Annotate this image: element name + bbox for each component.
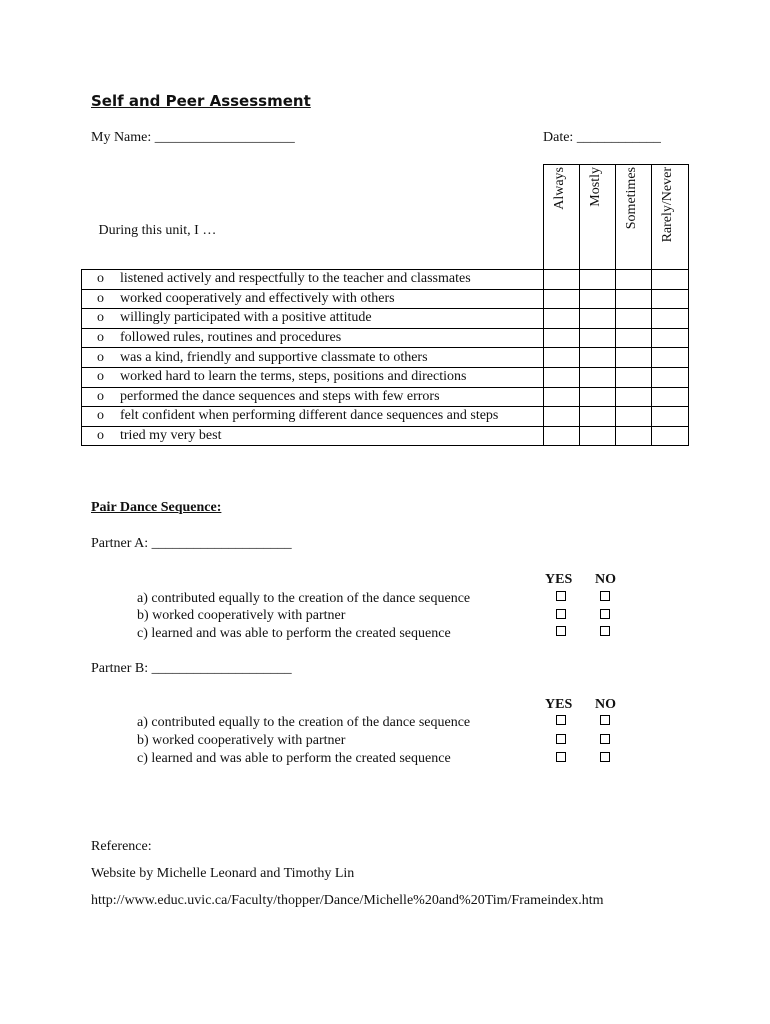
item-text: tried my very best	[120, 428, 222, 444]
partner-a-no-checkbox-a[interactable]	[600, 591, 610, 601]
bullet-icon: o	[97, 388, 104, 404]
table-row	[82, 309, 689, 329]
table-row	[82, 348, 689, 368]
col-rarely-never	[652, 165, 689, 270]
col-label-sometimes: Sometimes	[623, 167, 639, 230]
col-label-mostly: Mostly	[587, 167, 603, 207]
rating-cell-mostly[interactable]	[580, 309, 616, 329]
bullet-icon: o	[97, 349, 104, 365]
rating-cell-always[interactable]	[544, 348, 580, 368]
table-header-row	[82, 165, 689, 270]
rating-cell-sometimes[interactable]	[616, 387, 652, 407]
partner-b-yes-header: YES	[545, 697, 573, 712]
item-cell	[82, 367, 544, 387]
rating-cell-mostly[interactable]	[580, 426, 616, 446]
partner-b-no-checkbox-b[interactable]	[600, 734, 610, 744]
rating-cell-rarely-never[interactable]	[652, 270, 689, 290]
partner-a-no-checkbox-b[interactable]	[600, 609, 610, 619]
item-text: was a kind, friendly and supportive classmate to others	[120, 349, 428, 365]
item-text: felt confident when performing different dance sequences and steps	[120, 408, 499, 424]
rating-cell-sometimes[interactable]	[616, 270, 652, 290]
table-row	[82, 270, 689, 290]
rating-cell-rarely-never[interactable]	[652, 367, 689, 387]
rating-cell-rarely-never[interactable]	[652, 407, 689, 427]
item-cell	[82, 407, 544, 427]
col-always	[544, 165, 580, 270]
item-text: worked cooperatively and effectively with others	[120, 290, 395, 306]
table-row	[82, 289, 689, 309]
partner-b-no-checkbox-c[interactable]	[600, 752, 610, 762]
rating-cell-mostly[interactable]	[580, 270, 616, 290]
list-item	[82, 368, 543, 386]
list-item	[82, 388, 543, 406]
item-cell	[82, 270, 544, 290]
table-row	[82, 367, 689, 387]
rating-cell-always[interactable]	[544, 367, 580, 387]
rating-cell-always[interactable]	[544, 309, 580, 329]
item-text: performed the dance sequences and steps with few errors	[120, 388, 440, 404]
item-text: followed rules, routines and procedures	[120, 330, 342, 346]
reference-authors: Website by Michelle Leonard and Timothy Lin	[91, 866, 355, 881]
rating-cell-sometimes[interactable]	[616, 407, 652, 427]
reference-url[interactable]: http://www.educ.uvic.ca/Faculty/thopper/Dance/Michelle%20and%20Tim/Frameindex.htm	[91, 893, 604, 908]
rating-cell-mostly[interactable]	[580, 387, 616, 407]
table-row	[82, 426, 689, 446]
partner-b-yes-checkbox-b[interactable]	[556, 734, 566, 744]
bullet-icon: o	[97, 428, 104, 444]
item-cell	[82, 309, 544, 329]
rating-cell-rarely-never[interactable]	[652, 426, 689, 446]
item-cell	[82, 348, 544, 368]
list-item	[82, 309, 543, 327]
rating-cell-rarely-never[interactable]	[652, 309, 689, 329]
table-row	[82, 328, 689, 348]
partner-b-criterion-b: b) worked cooperatively with partner	[137, 733, 346, 748]
list-item	[82, 290, 543, 308]
item-text: willingly participated with a positive attitude	[120, 310, 372, 326]
intro-text: During this unit, I …	[98, 223, 217, 238]
rating-cell-sometimes[interactable]	[616, 426, 652, 446]
bullet-icon: o	[97, 310, 104, 326]
rating-cell-sometimes[interactable]	[616, 289, 652, 309]
rating-cell-always[interactable]	[544, 426, 580, 446]
name-field[interactable]: My Name: ____________________	[91, 130, 295, 145]
intro-cell	[82, 165, 544, 270]
bullet-icon: o	[97, 330, 104, 346]
item-cell	[82, 289, 544, 309]
page-title: Self and Peer Assessment	[91, 92, 311, 110]
rating-cell-sometimes[interactable]	[616, 367, 652, 387]
partner-a-no-header: NO	[595, 572, 616, 587]
table-row	[82, 387, 689, 407]
col-mostly	[580, 165, 616, 270]
partner-a-criterion-c: c) learned and was able to perform the created sequence	[137, 626, 451, 641]
partner-b-criterion-c: c) learned and was able to perform the created sequence	[137, 751, 451, 766]
partner-a-yes-checkbox-a[interactable]	[556, 591, 566, 601]
rating-cell-mostly[interactable]	[580, 348, 616, 368]
rating-cell-always[interactable]	[544, 328, 580, 348]
list-item	[82, 407, 543, 425]
partner-b-no-checkbox-a[interactable]	[600, 715, 610, 725]
rating-cell-sometimes[interactable]	[616, 348, 652, 368]
rating-cell-always[interactable]	[544, 387, 580, 407]
rating-cell-always[interactable]	[544, 270, 580, 290]
bullet-icon: o	[97, 408, 104, 424]
rating-cell-mostly[interactable]	[580, 289, 616, 309]
rating-cell-always[interactable]	[544, 407, 580, 427]
reference-label: Reference:	[91, 839, 152, 854]
rating-cell-sometimes[interactable]	[616, 328, 652, 348]
rating-cell-sometimes[interactable]	[616, 309, 652, 329]
item-cell	[82, 328, 544, 348]
pair-section-title: Pair Dance Sequence:	[91, 500, 222, 515]
partner-a-field[interactable]: Partner A: ____________________	[91, 536, 292, 551]
bullet-icon: o	[97, 271, 104, 287]
rating-cell-always[interactable]	[544, 289, 580, 309]
col-label-always: Always	[551, 167, 567, 210]
partner-a-yes-checkbox-c[interactable]	[556, 626, 566, 636]
partner-a-yes-header: YES	[545, 572, 573, 587]
partner-a-criterion-b: b) worked cooperatively with partner	[137, 608, 346, 623]
rating-cell-mostly[interactable]	[580, 328, 616, 348]
partner-b-no-header: NO	[595, 697, 616, 712]
partner-b-field[interactable]: Partner B: ____________________	[91, 661, 292, 676]
item-cell	[82, 426, 544, 446]
item-text: listened actively and respectfully to the teacher and classmates	[120, 271, 471, 287]
list-item	[82, 349, 543, 367]
rating-cell-rarely-never[interactable]	[652, 387, 689, 407]
item-text: worked hard to learn the terms, steps, positions and directions	[120, 369, 467, 385]
item-cell	[82, 387, 544, 407]
partner-b-criterion-a: a) contributed equally to the creation of the dance sequence	[137, 715, 471, 730]
partner-b-yes-checkbox-a[interactable]	[556, 715, 566, 725]
col-sometimes	[616, 165, 652, 270]
date-field[interactable]: Date: ____________	[543, 130, 661, 145]
partner-b-yes-checkbox-c[interactable]	[556, 752, 566, 762]
list-item	[82, 270, 543, 288]
rating-cell-rarely-never[interactable]	[652, 348, 689, 368]
bullet-icon: o	[97, 369, 104, 385]
partner-a-no-checkbox-c[interactable]	[600, 626, 610, 636]
list-item	[82, 427, 543, 445]
partner-a-criterion-a: a) contributed equally to the creation of the dance sequence	[137, 591, 471, 606]
col-label-rarely-never: Rarely/Never	[660, 167, 675, 243]
table-row	[82, 407, 689, 427]
list-item	[82, 329, 543, 347]
assessment-table	[81, 164, 689, 446]
rating-cell-rarely-never[interactable]	[652, 328, 689, 348]
rating-cell-mostly[interactable]	[580, 367, 616, 387]
rating-cell-rarely-never[interactable]	[652, 289, 689, 309]
partner-a-yes-checkbox-b[interactable]	[556, 609, 566, 619]
rating-cell-mostly[interactable]	[580, 407, 616, 427]
bullet-icon: o	[97, 290, 104, 306]
